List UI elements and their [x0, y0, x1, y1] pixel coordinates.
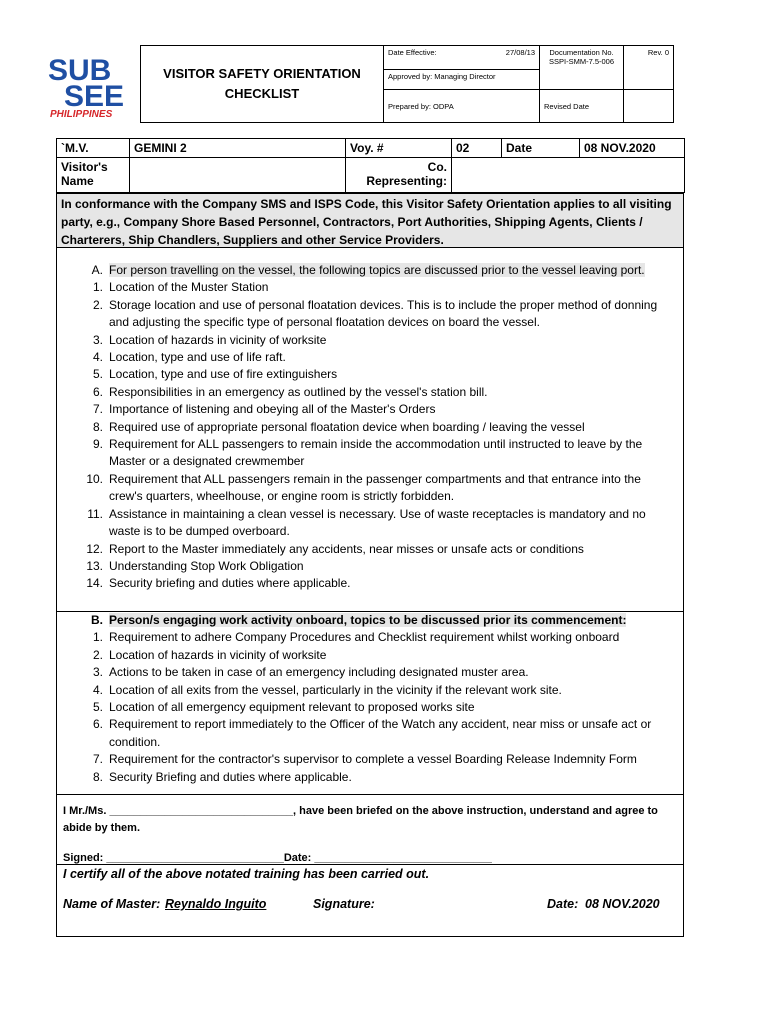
- checklist-item-text: Requirement to adhere Company Procedures and Checklist requirement whilst working onboard: [109, 630, 620, 645]
- ack-suffix: , have been briefed on the above instruction, understand and agree to abide by them.: [63, 805, 658, 834]
- document-header: [140, 45, 674, 123]
- doc-no-label: Documentation No.: [549, 48, 614, 57]
- intro-paragraph: In conformance with the Company SMS and ISPS Code, this Visitor Safety Orientation applies to all visiting party, e.g., Company Shore Based Personnel, Contractors, Port Authorities, Shipping Agents, Clients / Charterers, Ship Chandlers, Suppliers and other Service Providers.: [57, 194, 683, 248]
- checklist-item: [57, 647, 683, 664]
- rev-cell: [624, 46, 674, 90]
- checklist-item: [57, 541, 683, 558]
- checklist-item-text: Location of all emergency equipment relevant to proposed works site: [109, 700, 475, 715]
- master-name-label: Name of Master:: [63, 897, 161, 911]
- acknowledgement-text: [57, 795, 683, 837]
- ack-date-label: Date:: [283, 852, 312, 864]
- section-b-label: B.: [91, 613, 103, 627]
- doc-no-value: SSPI-SMM-7.5-006: [548, 57, 615, 66]
- checklist-item: [57, 366, 683, 383]
- checklist-item-number: 5.: [92, 700, 103, 715]
- certify-date-label: Date:: [547, 897, 579, 911]
- checklist-item-text: Location of the Muster Station: [109, 280, 269, 295]
- doc-no-cell: [540, 46, 624, 90]
- mv-label: `M.V.: [57, 139, 130, 158]
- prepared-by: Prepared by: ODPA: [384, 90, 540, 123]
- section-a-list: [57, 279, 683, 592]
- signature-label: Signature:: [313, 897, 375, 911]
- checklist-item-number: 6.: [92, 384, 103, 399]
- checklist-item-number: 13.: [86, 558, 103, 573]
- checklist-item: [57, 575, 683, 592]
- master-line: [57, 897, 683, 917]
- checklist-item: [57, 332, 683, 349]
- section-a-label: A.: [91, 263, 103, 277]
- voy-value: 02: [452, 139, 502, 158]
- checklist-item: [57, 716, 683, 751]
- section-a-heading-text: For person travelling on the vessel, the following topics are discussed prior to the vessel leaving port.: [109, 263, 645, 277]
- checklist-item-number: 1.: [92, 630, 103, 645]
- checklist-item: [57, 279, 683, 296]
- checklist-body: [56, 193, 684, 937]
- co-representing-field[interactable]: [452, 158, 685, 193]
- checklist-item: [57, 629, 683, 646]
- checklist-item-text: Storage location and use of personal floatation devices. This is to include the proper method of donning and adjusting the specific type of personal floatation devices on board the vessel.: [109, 297, 658, 330]
- checklist-item: [57, 769, 683, 786]
- checklist-item-number: 4.: [92, 682, 103, 697]
- checklist-item: [57, 436, 683, 471]
- revised-date-label: Revised Date: [540, 90, 624, 123]
- visitor-name-field[interactable]: [130, 158, 346, 193]
- visitor-name-label: Visitor's Name: [57, 158, 130, 193]
- date-label: Date: [502, 139, 580, 158]
- logo-text-sub: SUB: [48, 54, 112, 87]
- checklist-item-text: Security briefing and duties where applicable.: [109, 576, 351, 591]
- date-effective-value: 27/08/13: [505, 48, 535, 57]
- checklist-item-number: 8.: [92, 769, 103, 784]
- checklist-item-text: Location of all exits from the vessel, particularly in the vicinity if the relevant work site.: [109, 682, 562, 697]
- checklist-item-text: Location, type and use of life raft.: [109, 350, 286, 365]
- document-title: [141, 46, 384, 123]
- checklist-item-text: Security Briefing and duties where applicable.: [109, 769, 352, 784]
- checklist-item-text: Location of hazards in vicinity of worksite: [109, 332, 327, 347]
- section-b: [57, 611, 683, 786]
- checklist-item-number: 10.: [86, 471, 103, 486]
- checklist-item-text: Understanding Stop Work Obligation: [109, 558, 304, 573]
- checklist-item-number: 9.: [92, 437, 103, 452]
- checklist-item-text: Location, type and use of fire extinguishers: [109, 367, 338, 382]
- date-effective-label: Date Effective:: [388, 48, 437, 57]
- checklist-item: [57, 401, 683, 418]
- certify-text: I certify all of the above notated training has been carried out.: [63, 867, 430, 881]
- checklist-item-text: Required use of appropriate personal floatation device when boarding / leaving the vessel: [109, 419, 585, 434]
- checklist-item-number: 12.: [86, 541, 103, 556]
- checklist-item-number: 3.: [92, 665, 103, 680]
- certification-section: [57, 864, 683, 917]
- section-b-heading-text: Person/s engaging work activity onboard, topics to be discussed prior its commencement:: [109, 613, 627, 627]
- section-b-heading: [57, 612, 683, 629]
- checklist-item: [57, 471, 683, 506]
- signed-blank[interactable]: _____________________________: [106, 852, 284, 864]
- checklist-item: [57, 558, 683, 575]
- ack-prefix: I Mr./Ms.: [63, 805, 107, 817]
- rev-value: Rev. 0: [647, 48, 669, 57]
- company-logo: [46, 50, 126, 120]
- checklist-item-text: Requirement that ALL passengers remain in the passenger compartments and that entrance into the crew's quarters, wheelhouse, or engine room is strictly forbidden.: [109, 471, 641, 504]
- revised-date-value: [624, 90, 674, 123]
- title-line-1: VISITOR SAFETY ORIENTATION: [163, 66, 361, 81]
- vessel-info-table: [56, 138, 685, 193]
- signed-line: [57, 837, 683, 865]
- checklist-item-text: Importance of listening and obeying all of the Master's Orders: [109, 402, 436, 417]
- checklist-item-number: 6.: [92, 717, 103, 732]
- checklist-item-text: Requirement for the contractor's supervisor to complete a vessel Boarding Release Indemnity Form: [109, 752, 637, 767]
- co-representing-label: Co. Representing:: [346, 158, 452, 193]
- date-value: 08 NOV.2020: [580, 139, 685, 158]
- acknowledgement-section: [57, 794, 683, 865]
- checklist-item-text: Assistance in maintaining a clean vessel is necessary. Use of waste receptacles is mandatory and no waste is to be dumped overboard.: [109, 506, 646, 539]
- checklist-item: [57, 297, 683, 332]
- checklist-item-text: Responsibilities in an emergency as outlined by the vessel's station bill.: [109, 384, 488, 399]
- checklist-item: [57, 699, 683, 716]
- checklist-item-number: 5.: [92, 367, 103, 382]
- checklist-item-text: Actions to be taken in case of an emergency including designated muster area.: [109, 665, 529, 680]
- checklist-item-number: 8.: [92, 419, 103, 434]
- checklist-item: [57, 682, 683, 699]
- checklist-item-number: 14.: [86, 576, 103, 591]
- checklist-item-number: 4.: [92, 350, 103, 365]
- checklist-item-number: 7.: [92, 402, 103, 417]
- checklist-item-text: Requirement for ALL passengers to remain inside the accommodation until instructed to leave by the Master or a designated crewmember: [109, 437, 643, 469]
- approved-by: Approved by: Managing Director: [384, 70, 540, 90]
- checklist-item-number: 1.: [92, 280, 103, 295]
- checklist-item-number: 2.: [92, 297, 103, 312]
- ack-date-blank[interactable]: _____________________________: [314, 852, 492, 864]
- checklist-item-text: Location of hazards in vicinity of worksite: [109, 647, 327, 662]
- checklist-item-number: 11.: [87, 506, 103, 521]
- checklist-item-text: Requirement to report immediately to the Officer of the Watch any accident, near miss or unsafe act or condition.: [109, 717, 652, 749]
- ack-name-blank[interactable]: ______________________________: [109, 805, 293, 817]
- checklist-item: [57, 349, 683, 366]
- logo-text-see: SEE: [64, 80, 125, 113]
- checklist-item-text: Report to the Master immediately any accidents, near misses or unsafe acts or conditions: [109, 541, 584, 556]
- checklist-item-number: 3.: [92, 332, 103, 347]
- checklist-item-number: 7.: [92, 752, 103, 767]
- voy-label: Voy. #: [346, 139, 452, 158]
- checklist-item-number: 2.: [92, 647, 103, 662]
- title-line-2: CHECKLIST: [224, 86, 300, 101]
- checklist-item: [57, 419, 683, 436]
- section-a-heading: [57, 262, 683, 279]
- certify-date-value: 08 NOV.2020: [585, 897, 660, 911]
- section-b-list: [57, 629, 683, 786]
- section-a: [57, 262, 683, 593]
- signed-label: Signed:: [63, 852, 104, 864]
- date-effective-cell: [384, 46, 540, 70]
- logo-text-philippines: PHILIPPINES: [50, 109, 113, 120]
- master-name: Reynaldo Inguito: [165, 897, 267, 911]
- checklist-item: [57, 664, 683, 681]
- checklist-item: [57, 384, 683, 401]
- checklist-item: [57, 751, 683, 768]
- checklist-item: [57, 506, 683, 541]
- mv-value: GEMINI 2: [130, 139, 346, 158]
